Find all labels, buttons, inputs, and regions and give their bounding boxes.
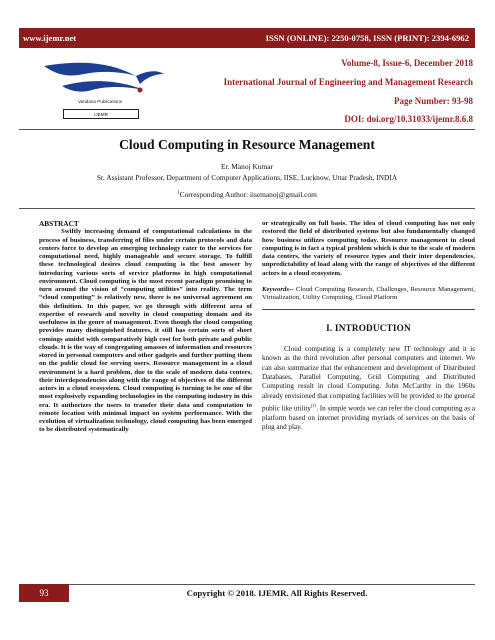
title-divider <box>19 208 475 209</box>
page-footer <box>19 584 475 602</box>
section-heading-introduction: I. INTRODUCTION <box>326 323 411 334</box>
doi-link[interactable]: DOI: doi.org/10.31033/ijemr.8.6.8 <box>344 114 473 124</box>
page-number-info: Page Number: 93-98 <box>394 96 473 106</box>
abstract-continued: or strategically on full basis. The idea of cloud computing has not only restored the field of distributed systems but also fundamentally changed how business utilizes computing today. Resource management in cloud computing is in fact a typical problem which is due to the scale of modern data centers, the variety of resource types and their inter dependencies, unpredictability of load along with the range of objectives of the different actors in a cloud ecosystem. <box>262 220 475 277</box>
abstract-heading: ABSTRACT <box>39 219 79 228</box>
logo-wing <box>136 71 164 84</box>
introduction-body <box>262 345 475 433</box>
abstract-body: Swiftly increasing demand of computational calculations in the process of business, transferring of files under certain protocols and data centers force to develop an emerging technology cater to the services for computational need, highly manageable and secure storage. To fulfill these technological desires cloud computing is the best answer by introducing various sorts of service platforms in high computational environment. Cloud computing is the most recent paradigm promising to turn around the vision of “computing utilities” into reality. The term “cloud computing” is relatively new, there is no universal agreement on this definition. In this paper, we go through with different area of expertise of research and novelty in cloud computing domain and its usefulness in the genre of management. Even though the cloud computing provides many distinguished features, it still has certain sorts of short comings amidst with comparatively high cost for both private and public clouds. It is the way of congregating amasses of information and resources stored in personal computers and other gadgets and further putting them on the public cloud for serving users. Resource management in a cloud environment is a hard problem, due to the scale of modern data centers, their interdependencies along with the range of objectives of the different actors in a cloud ecosystem. Cloud computing is turning to be one of the most explosively expanding technologies in the computing industry in this era. It authorizes the users to transfer their data and computation to remote location with minimal impact on system performance. With the evolution of virtualization technology, cloud computing has been emerged to be distributed systematically <box>39 228 252 434</box>
footer-copyright: Copyright © 2018. IJEMR. All Rights Reserved. <box>186 588 368 598</box>
logo-journal-tag: IJEMR <box>63 109 139 119</box>
corresponding-author <box>19 190 475 199</box>
publisher-name: Vandana Publications <box>77 99 123 104</box>
site-url[interactable]: www.ijemr.net <box>23 33 77 43</box>
logo-swoosh-upper <box>44 63 136 76</box>
author-affiliation: Sr. Assistant Professor, Department of Computer Applications, IISE, Lucknow, Uttar Pradesh, INDIA <box>96 173 398 182</box>
keywords-text: Cloud Computing Research, Challenges, Resource Management, Virtualization, Utility Computing, Cloud Platform <box>262 285 475 301</box>
header-bar <box>19 28 475 48</box>
issn-text: ISSN (ONLINE): 2250-0758, ISSN (PRINT): 2394-6962 <box>265 33 469 43</box>
journal-name: International Journal of Engineering and Management Research <box>223 77 473 87</box>
footer-page-number: 93 <box>19 584 69 602</box>
keywords-divider <box>262 309 475 310</box>
corr-marker: 1 <box>177 190 180 196</box>
header-divider <box>19 129 475 130</box>
right-column <box>262 220 475 433</box>
keywords-label: Keywords-- <box>262 285 294 293</box>
logo-dot <box>138 88 143 93</box>
corr-text[interactable]: Corresponding Author: iisemanoj@gmail.com <box>179 190 317 199</box>
left-column <box>39 220 252 435</box>
author-name: Er. Manoj Kumar <box>221 162 273 171</box>
intro-text-a: Cloud computing is a completely new IT technology and it is known as the third revolution after personal computers and internet. We can also summarize that the enhancement and development of Distributed Databases, Parallel Computing, Grid Computing and Distributed Computing result in cloud Computing. John McCarthy in the 1960s already envisioned that computing facilities will be provided to the general public like utility <box>262 344 475 413</box>
logo-swoosh-lower <box>62 81 144 92</box>
volume-info: Volume-8, Issue-6, December 2018 <box>341 58 473 68</box>
intro-text-b: . In simple words we can refer the cloud computing as a platform based on internet providing myriads of services on the basis of plug and play. <box>262 404 476 432</box>
citation-ref[interactable]: [1] <box>310 403 317 409</box>
keywords <box>262 286 475 303</box>
paper-title: Cloud Computing in Resource Management <box>119 137 375 152</box>
